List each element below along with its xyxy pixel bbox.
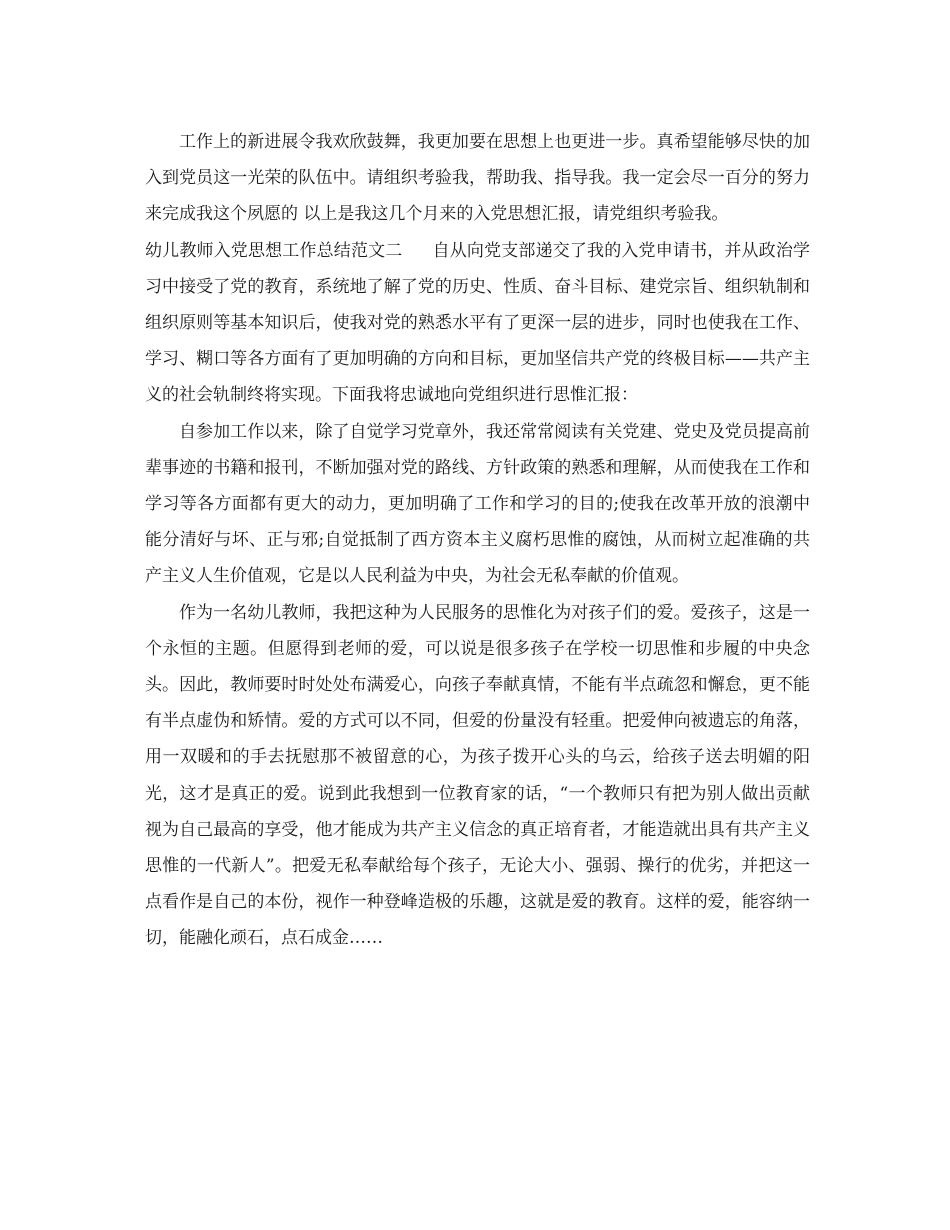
- paragraph-closing-report: 工作上的新进展令我欢欣鼓舞，我更加要在思想上也更进一步。真希望能够尽快的加入到党员这一光荣的队伍中。请组织考验我，帮助我、指导我。我一定会尽一百分的努力来完成我这个夙愿的 以上是我这几个月来的入党思想汇报，请党组织考验我。: [145, 132, 810, 225]
- paragraph-teacher-love: 作为一名幼儿教师，我把这种为人民服务的思惟化为对孩子们的爱。爱孩子，这是一个永恒的主题。但愿得到老师的爱，可以说是很多孩子在学校一切思惟和步履的中央念头。因此，教师要时时处处布满爱心，向孩子奉献真情，不能有半点疏忽和懈怠，更不能有半点虚伪和矫情。爱的方式可以不同，但爱的份量没有轻重。把爱伸向被遗忘的角落，用一双暖和的手去抚慰那不被留意的心，为孩子拨开心头的乌云，给孩子送去明媚的阳光，这才是真正的爱。说到此我想到一位教育家的话，“一个教师只有把为别人做出贡献视为自己最高的享受，他才能成为共产主义信念的真正培育者，才能造就出具有共产主义思惟的一代新人”。把爱无私奉献给每个孩子，无论大小、强弱、操行的优劣，并把这一点看作是自己的本份，视作一种登峰造极的乐趣，这就是爱的教育。这样的爱，能容纳一切，能融化顽石，点石成金……: [145, 602, 810, 949]
- paragraph-self-study: 自参加工作以来，除了自觉学习党章外，我还常常阅读有关党建、党史及党员提高前辈事迹的书籍和报刊，不断加强对党的路线、方针政策的熟悉和理解，从而使我在工作和学习等各方面都有更大的动力，更加明确了工作和学习的目的;使我在改革开放的浪潮中能分清好与坏、正与邪;自觉抵制了西方资本主义腐朽思惟的腐蚀，从而树立起准确的共产主义人生价值观，它是以人民利益为中央，为社会无私奉献的价值观。: [145, 421, 810, 587]
- paragraph-section-two: [145, 233, 810, 414]
- section-heading: 幼儿教师入党思想工作总结范文二: [145, 240, 403, 261]
- section-two-body: 自从向党支部递交了我的入党申请书，并从政治学习中接受了党的教育，系统地了解了党的历史、性质、奋斗目标、建党宗旨、组织轨制和组织原则等基本知识后，使我对党的熟悉水平有了更深一层的进步，同时也使我在工作、学习、糊口等各方面有了更加明确的方向和目标，更加坚信共产党的终极目标——共产主义的社会轨制终将实现。下面我将忠诚地向党组织进行思惟汇报：: [145, 240, 811, 406]
- document-body: [145, 124, 810, 957]
